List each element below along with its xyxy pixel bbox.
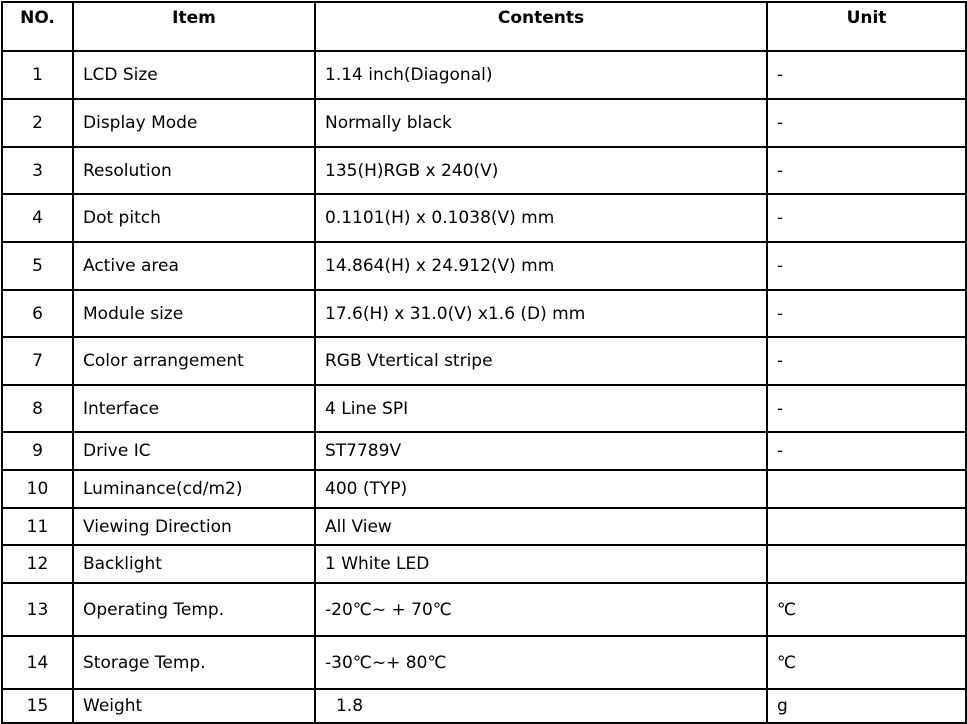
table-row — [2, 385, 966, 432]
row-no: 1 — [2, 51, 73, 99]
spec-table — [1, 1, 967, 724]
row-unit: - — [767, 147, 966, 194]
header-row — [2, 2, 966, 51]
row-item: Backlight — [73, 545, 315, 583]
row-contents: RGB Vtertical stripe — [315, 337, 767, 385]
table-row — [2, 242, 966, 290]
row-unit: - — [767, 432, 966, 470]
row-no: 6 — [2, 290, 73, 337]
row-no: 4 — [2, 194, 73, 242]
row-item: Color arrangement — [73, 337, 315, 385]
row-no: 3 — [2, 147, 73, 194]
row-contents: 0.1101(H) x 0.1038(V) mm — [315, 194, 767, 242]
row-contents: All View — [315, 508, 767, 545]
header-item: Item — [73, 2, 315, 51]
row-item: Storage Temp. — [73, 636, 315, 689]
row-item: Module size — [73, 290, 315, 337]
row-unit — [767, 545, 966, 583]
row-unit: - — [767, 385, 966, 432]
row-unit: - — [767, 99, 966, 147]
row-item: Weight — [73, 689, 315, 723]
table-row — [2, 636, 966, 689]
row-unit: - — [767, 337, 966, 385]
header-contents: Contents — [315, 2, 767, 51]
row-contents: 135(H)RGB x 240(V) — [315, 147, 767, 194]
row-no: 9 — [2, 432, 73, 470]
row-contents: ST7789V — [315, 432, 767, 470]
table-row — [2, 147, 966, 194]
row-contents: 1.8 — [315, 689, 767, 723]
row-item: Resolution — [73, 147, 315, 194]
row-no: 2 — [2, 99, 73, 147]
row-unit: - — [767, 194, 966, 242]
row-item: Display Mode — [73, 99, 315, 147]
header-unit: Unit — [767, 2, 966, 51]
row-contents: -30℃~+ 80℃ — [315, 636, 767, 689]
row-unit — [767, 508, 966, 545]
row-item: Luminance(cd/m2) — [73, 470, 315, 508]
row-no: 7 — [2, 337, 73, 385]
row-contents: 4 Line SPI — [315, 385, 767, 432]
row-item: Drive IC — [73, 432, 315, 470]
row-no: 13 — [2, 583, 73, 636]
row-unit — [767, 470, 966, 508]
row-item: LCD Size — [73, 51, 315, 99]
row-unit: ℃ — [767, 636, 966, 689]
row-item: Operating Temp. — [73, 583, 315, 636]
table-row — [2, 290, 966, 337]
row-item: Interface — [73, 385, 315, 432]
table-row — [2, 545, 966, 583]
row-no: 5 — [2, 242, 73, 290]
row-item: Dot pitch — [73, 194, 315, 242]
table-row — [2, 689, 966, 723]
row-contents: 1 White LED — [315, 545, 767, 583]
row-contents: Normally black — [315, 99, 767, 147]
row-unit: g — [767, 689, 966, 723]
row-contents: 400 (TYP) — [315, 470, 767, 508]
header-no: NO. — [2, 2, 73, 51]
table-row — [2, 337, 966, 385]
row-no: 14 — [2, 636, 73, 689]
row-unit: ℃ — [767, 583, 966, 636]
row-no: 15 — [2, 689, 73, 723]
row-unit: - — [767, 242, 966, 290]
row-item: Active area — [73, 242, 315, 290]
table-row — [2, 508, 966, 545]
row-no: 12 — [2, 545, 73, 583]
table-row — [2, 470, 966, 508]
row-unit: - — [767, 51, 966, 99]
table-row — [2, 432, 966, 470]
table-row — [2, 51, 966, 99]
row-contents: 14.864(H) x 24.912(V) mm — [315, 242, 767, 290]
row-no: 10 — [2, 470, 73, 508]
row-item: Viewing Direction — [73, 508, 315, 545]
row-contents: 17.6(H) x 31.0(V) x1.6 (D) mm — [315, 290, 767, 337]
table-row — [2, 99, 966, 147]
table-row — [2, 194, 966, 242]
row-no: 11 — [2, 508, 73, 545]
row-contents: 1.14 inch(Diagonal) — [315, 51, 767, 99]
table-row — [2, 583, 966, 636]
row-unit: - — [767, 290, 966, 337]
row-contents: -20℃~ + 70℃ — [315, 583, 767, 636]
row-no: 8 — [2, 385, 73, 432]
